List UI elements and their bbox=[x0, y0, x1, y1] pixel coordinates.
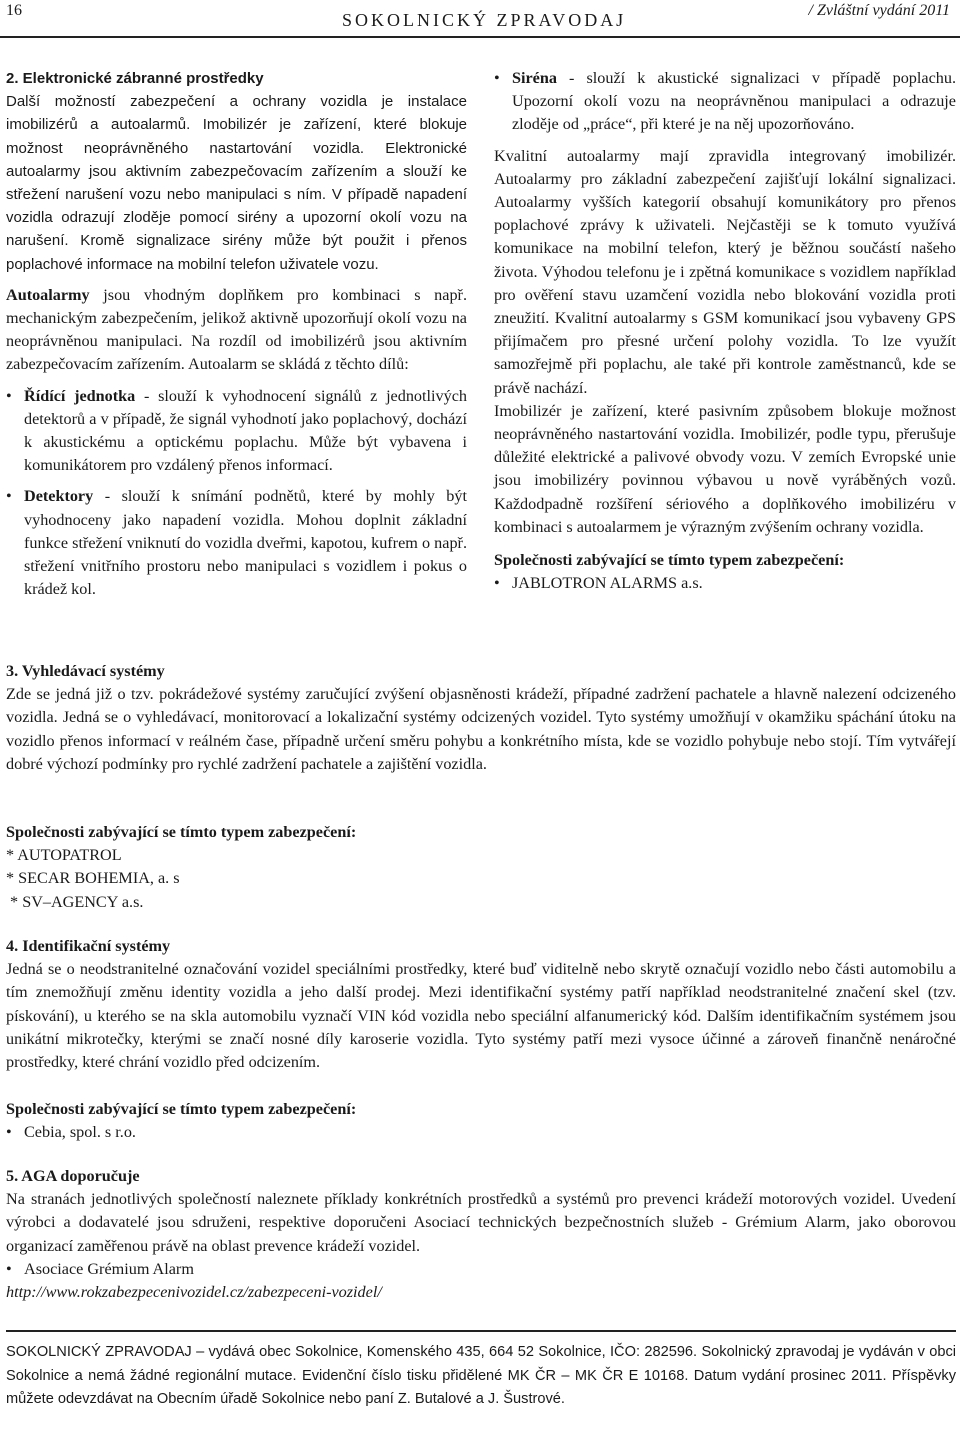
combination-keyword: Autoalarmy bbox=[6, 285, 90, 304]
section-2-heading: 2. Elektronické zábranné prostředky bbox=[6, 70, 264, 87]
imprint-footer: SOKOLNICKÝ ZPRAVODAJ – vydává obec Sokolnice, Komenského 435, 664 52 Sokolnice, IČO: 282596. Sokolnický zpravodaj je vydáván v obci Sokolnice a nemá žádné regionální mutace. Evidenční číslo tisku přidělené MK ČR – MK ČR E 10168. Datum vydání prosinec 2011. Příspěvky můžete odevzdávat na Obecním úřadě Sokolnice nebo paní Z. Butalové a J. Šustrové. bbox=[6, 1344, 956, 1408]
edition-label: / Zvláštní vydání 2011 bbox=[808, 2, 950, 19]
section-2-firms-heading: Společnosti zabývající se tímto typem zabezpečení: bbox=[494, 551, 845, 570]
list-item: • Cebia, spol. s r.o. bbox=[6, 1121, 956, 1144]
section-5 bbox=[6, 1165, 956, 1304]
left-column bbox=[6, 67, 467, 601]
right-column bbox=[494, 67, 956, 595]
list-item: • Asociace Grémium Alarm bbox=[6, 1258, 956, 1281]
list-item bbox=[494, 67, 956, 137]
newsletter-name: SOKOLNICKÝ ZPRAVODAJ bbox=[342, 10, 627, 30]
section-2-intro: Další možností zabezpečení a ochrany vozidla je instalace imobilizérů a autoalarmů. Imobilizér je zařízení, které blokuje možnost neoprávněného nastartování vozidla. Elektronické autoalarmy jsou aktivním zabezpečovacím zařízením a slouží ke střežení narušení vozu nebo manipulaci s ním. V případě napadení vozidla odrazují zloděje pomocí sirény a upozorní okolí vozu na narušení. Kromě signalizace sirény může být použit i přenos poplachové informace na mobilní telefon uživatele vozu. bbox=[6, 93, 467, 273]
footer-divider bbox=[6, 1330, 956, 1332]
page-header bbox=[0, 0, 960, 38]
section-2-firms-list bbox=[494, 572, 956, 595]
section-5-heading: 5. AGA doporučuje bbox=[6, 1167, 140, 1185]
section-2-combination bbox=[6, 284, 467, 377]
part-term: Siréna bbox=[512, 69, 557, 87]
immobilizer-paragraph: Imobilizér je zařízení, které pasivním způsobem blokuje možnost neoprávněného nastartování vozidla. Imobilizér, podle typu, přerušuje důležité elektrické a palivové obvody vozu. V zemích Evropské unie jsou imobilizéry povinnou výbavou u nově vyráběných vozů. Každodpadně rozšíření sériového a doplňkového imobilizéru v kombinaci s autoalarmem je výrazným zvýšením ochrany vozidla. bbox=[494, 401, 956, 536]
part-description: - slouží k vyhodnocení signálů z jednotlivých detektorů a v případě, že signál vyhodnotí jako poplachový, dochází k akustickému a optickému poplachu. Může být vybavena i komunikátorem pro vzdálený přenos informací. bbox=[24, 386, 467, 475]
list-item bbox=[6, 385, 467, 478]
part-term: Řídící jednotka bbox=[24, 386, 136, 405]
list-item bbox=[6, 485, 467, 601]
section-4 bbox=[6, 935, 956, 1074]
alarm-parts-list-continued bbox=[494, 67, 956, 137]
firm-item: * SECAR BOHEMIA, a. s bbox=[6, 869, 180, 888]
part-description: - slouží k akustické signalizaci v případě poplachu. Upozorní okolí vozu na neoprávněnou manipulaci a odrazuje zloděje od „práce“, při které je na něj upozorňováno. bbox=[512, 69, 956, 134]
firm-item: * AUTOPATROL bbox=[6, 846, 122, 865]
section-3-firms-heading: Společnosti zabývající se tímto typem zabezpečení: bbox=[6, 823, 357, 841]
quality-alarms-paragraph: Kvalitní autoalarmy mají zpravidla integrovaný imobilizér. Autoalarmy pro základní zabezpečení zajišťují lokální signalizaci. Autoalarmy vyšších kategorií obsahují komunikátory pro přenos poplachové zprávy k uživateli. Nejčastěji se k tomuto využívá komunikace na mobilní telefon, který je běžnou součástí našeho života. Výhodou telefonu je i zpětná komunikace s vozidlem například pro ověření stavu uzamčení vozidla nebo blokování vozidla proti zneužití. Kvalitní autoalarmy s GSM komunikací jsou vybaveny GPS přijímačem pro přesné určení polohy vozidla. To lze využít samozřejmě při poplachu, ale také při kontrole zaměstnanců, kde se právě nachází. bbox=[494, 146, 956, 397]
section-4-text: Jedná se o neodstranitelné označování vozidel speciálními prostředky, které buď viditelně nebo skrytě označují vozidlo nebo části automobilu a tím znemožňují změnu identity vozidla a jeho další prodej. Mezi identifikační systémy patří například neodstranitelné značení skel (tzv. pískování), u kterého se na skla automobilu vyznačí VIN kód vozidla nebo speciální alfanumerický kód. Dalším identifikačním systémem jsou unikátní mikrotečky, kterými se značí nosné díly karoserie vozidla. Tyto systémy patří mezi vysoce účinné a zároveň finančně nenáročné prostředky, které chrání vozidlo před odcizením. bbox=[6, 960, 956, 1072]
recommendation-link[interactable]: http://www.rokzabezpecenivozidel.cz/zabezpeceni-vozidel/ bbox=[6, 1283, 382, 1302]
combination-text: jsou vhodným doplňkem pro kombinaci s např. mechanickým zabezpečením, jelikož aktivně upozorňují okolí vozu na neoprávněnou manipulaci. Na rozdíl od imobilizérů jsou aktivním zabezpečovacím zařízením. Autoalarm se skládá z těchto dílů: bbox=[6, 285, 467, 374]
list-item: • JABLOTRON ALARMS a.s. bbox=[494, 572, 956, 595]
section-4-firms-list bbox=[6, 1121, 956, 1144]
section-4-heading: 4. Identifikační systémy bbox=[6, 937, 171, 955]
section-3-firms bbox=[6, 821, 956, 914]
part-term: Detektory bbox=[24, 487, 94, 506]
section-5-list bbox=[6, 1258, 956, 1281]
section-3-heading: 3. Vyhledávací systémy bbox=[6, 662, 165, 680]
part-description: - slouží k snímání podnětů, které by mohly být vyhodnoceny jako napadení vozidla. Mohou doplnit základní funkce střežení vniknutí do vozidla dveřmi, kapotou, kufrem o např. střežení vnitřního prostoru nebo manipulaci s vozidlem i pokus o krádež kol. bbox=[24, 487, 467, 599]
page-number: 16 bbox=[6, 2, 22, 19]
section-3 bbox=[6, 660, 956, 776]
section-4-firms bbox=[6, 1098, 956, 1144]
firm-item: * SV–AGENCY a.s. bbox=[6, 892, 144, 911]
alarm-parts-list bbox=[6, 385, 467, 602]
section-5-text: Na stranách jednotlivých společností naleznete příklady konkrétních prostředků a systémů pro prevenci krádeží motorových vozidel. Uvedení výrobci a dodavatelé jsou sdruženi, respektive doporučeni Asociací technických bezpečnostních služeb - Grémium Alarm, jako oborovou organizací zaměřenou právě na oblast prevence krádeží vozidel. bbox=[6, 1190, 956, 1255]
section-4-firms-heading: Společnosti zabývající se tímto typem zabezpečení: bbox=[6, 1100, 357, 1118]
section-3-text: Zde se jedná již o tzv. pokrádežové systémy zaručující zvýšení objasněnosti krádeží, případné zadržení pachatele a hlavně nalezení odcizeného vozidla. Jedná se o vyhledávací, monitorovací a lokalizační systémy odcizených vozidel. Tyto systémy umožňují v okamžiku spáchání útoku na vozidlo přenos informací v reálném čase, případně určení směru pohybu a konkrétního místa, kde se vozidlo pohybuje nebo stojí. Tím vytvářejí dobré výchozí podmínky pro rychlé zadržení pachatele a zajištění vozidla. bbox=[6, 685, 956, 773]
header-divider bbox=[0, 36, 960, 38]
